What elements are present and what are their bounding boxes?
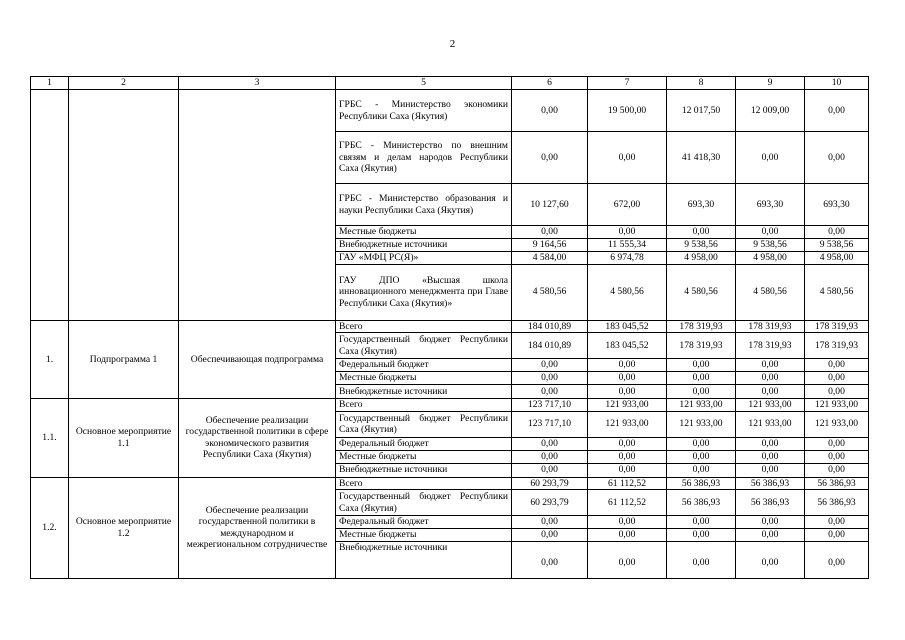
value-cell: 0,00 — [588, 385, 667, 399]
header-cell: 9 — [736, 77, 805, 90]
value-cell: 0,00 — [805, 90, 869, 132]
value-cell: 0,00 — [805, 450, 869, 463]
item-name: Обеспечивающая подпрограмма — [179, 320, 336, 399]
value-cell: 0,00 — [588, 542, 667, 579]
source-label: ГРБС - Министерство по внешним связям и делам народов Республики Саха (Якутия) — [336, 132, 512, 184]
value-cell: 123 717,10 — [512, 411, 588, 437]
source-label: Федеральный бюджет — [336, 437, 512, 450]
value-cell: 0,00 — [667, 529, 736, 542]
value-cell: 4 958,00 — [736, 251, 805, 264]
value-cell: 0,00 — [512, 132, 588, 184]
item-type: Основное мероприятие 1.2 — [69, 477, 179, 579]
value-cell: 121 933,00 — [736, 411, 805, 437]
value-cell: 9 538,56 — [736, 238, 805, 251]
value-cell: 56 386,93 — [667, 477, 736, 490]
value-cell: 693,30 — [736, 184, 805, 226]
value-cell: 123 717,10 — [512, 399, 588, 412]
header-cell: 10 — [805, 77, 869, 90]
value-cell: 0,00 — [512, 463, 588, 477]
value-cell: 0,00 — [736, 450, 805, 463]
value-cell: 0,00 — [588, 437, 667, 450]
value-cell: 0,00 — [736, 529, 805, 542]
value-cell: 4 958,00 — [667, 251, 736, 264]
table-row — [31, 320, 869, 333]
value-cell: 0,00 — [736, 463, 805, 477]
value-cell: 0,00 — [588, 132, 667, 184]
value-cell: 4 580,56 — [588, 264, 667, 320]
value-cell: 9 164,56 — [512, 238, 588, 251]
page-number: 2 — [449, 38, 456, 50]
value-cell: 61 112,52 — [588, 477, 667, 490]
value-cell: 0,00 — [667, 516, 736, 529]
value-cell: 0,00 — [512, 90, 588, 132]
value-cell: 0,00 — [512, 385, 588, 399]
value-cell: 0,00 — [805, 463, 869, 477]
value-cell: 183 045,52 — [588, 333, 667, 359]
value-cell: 4 580,56 — [512, 264, 588, 320]
value-cell: 121 933,00 — [805, 411, 869, 437]
value-cell: 121 933,00 — [736, 399, 805, 412]
value-cell: 0,00 — [588, 516, 667, 529]
header-cell: 3 — [179, 77, 336, 90]
value-cell: 4 958,00 — [805, 251, 869, 264]
value-cell: 0,00 — [805, 385, 869, 399]
source-label: Всего — [336, 320, 512, 333]
value-cell: 178 319,93 — [805, 320, 869, 333]
value-cell: 0,00 — [588, 529, 667, 542]
value-cell: 60 293,79 — [512, 477, 588, 490]
source-label: Всего — [336, 477, 512, 490]
source-label: Местные бюджеты — [336, 226, 512, 239]
value-cell: 0,00 — [667, 385, 736, 399]
value-cell: 0,00 — [667, 226, 736, 239]
source-label: Местные бюджеты — [336, 529, 512, 542]
value-cell: 121 933,00 — [667, 411, 736, 437]
value-cell: 0,00 — [805, 226, 869, 239]
value-cell: 121 933,00 — [588, 399, 667, 412]
value-cell: 0,00 — [805, 372, 869, 385]
value-cell: 4 580,56 — [667, 264, 736, 320]
value-cell: 0,00 — [736, 542, 805, 579]
source-label: Внебюджетные источники — [336, 542, 512, 579]
value-cell: 6 974,78 — [588, 251, 667, 264]
item-number: 1.1. — [31, 399, 69, 478]
value-cell: 0,00 — [512, 450, 588, 463]
value-cell: 0,00 — [805, 542, 869, 579]
value-cell: 9 538,56 — [667, 238, 736, 251]
value-cell: 0,00 — [667, 359, 736, 372]
header-cell: 2 — [69, 77, 179, 90]
source-label: Всего — [336, 399, 512, 412]
value-cell: 0,00 — [588, 226, 667, 239]
item-name: Обеспечение реализации государственной политики в международном и межрегиональном сотрудничестве — [179, 477, 336, 579]
value-cell: 4 580,56 — [805, 264, 869, 320]
value-cell: 0,00 — [588, 359, 667, 372]
item-name: Обеспечение реализации государственной политики в сфере экономического развития Республики Саха (Якутия) — [179, 399, 336, 478]
empty-cell — [31, 90, 69, 321]
source-label: Федеральный бюджет — [336, 359, 512, 372]
header-row — [31, 77, 869, 90]
value-cell: 0,00 — [805, 516, 869, 529]
value-cell: 693,30 — [667, 184, 736, 226]
value-cell: 0,00 — [736, 437, 805, 450]
value-cell: 0,00 — [588, 450, 667, 463]
value-cell: 0,00 — [736, 385, 805, 399]
value-cell: 121 933,00 — [805, 399, 869, 412]
value-cell: 0,00 — [805, 529, 869, 542]
value-cell: 0,00 — [512, 359, 588, 372]
value-cell: 178 319,93 — [667, 333, 736, 359]
table-row — [31, 477, 869, 490]
value-cell: 0,00 — [512, 516, 588, 529]
value-cell: 9 538,56 — [805, 238, 869, 251]
item-type: Подпрограмма 1 — [69, 320, 179, 399]
value-cell: 0,00 — [512, 437, 588, 450]
value-cell: 56 386,93 — [805, 477, 869, 490]
value-cell: 0,00 — [667, 542, 736, 579]
value-cell: 11 555,34 — [588, 238, 667, 251]
table-row — [31, 90, 869, 132]
source-label: Государственный бюджет Республики Саха (Якутия) — [336, 333, 512, 359]
value-cell: 178 319,93 — [736, 333, 805, 359]
budget-table — [30, 76, 869, 579]
value-cell: 0,00 — [512, 529, 588, 542]
value-cell: 41 418,30 — [667, 132, 736, 184]
source-label: Федеральный бюджет — [336, 516, 512, 529]
value-cell: 0,00 — [736, 516, 805, 529]
value-cell: 121 933,00 — [588, 411, 667, 437]
value-cell: 0,00 — [667, 463, 736, 477]
value-cell: 10 127,60 — [512, 184, 588, 226]
source-label: Государственный бюджет Республики Саха (Якутия) — [336, 411, 512, 437]
value-cell: 0,00 — [512, 226, 588, 239]
value-cell: 0,00 — [512, 372, 588, 385]
value-cell: 0,00 — [588, 463, 667, 477]
header-cell: 6 — [512, 77, 588, 90]
header-cell: 1 — [31, 77, 69, 90]
value-cell: 0,00 — [588, 372, 667, 385]
value-cell: 178 319,93 — [667, 320, 736, 333]
source-label: ГАУ ДПО «Высшая школа инновационного менеджмента при Главе Республики Саха (Якутия)» — [336, 264, 512, 320]
table-body — [31, 77, 869, 579]
source-label: ГРБС - Министерство экономики Республики Саха (Якутия) — [336, 90, 512, 132]
header-cell: 5 — [336, 77, 512, 90]
value-cell: 0,00 — [667, 372, 736, 385]
value-cell: 61 112,52 — [588, 490, 667, 516]
value-cell: 184 010,89 — [512, 333, 588, 359]
source-label: Местные бюджеты — [336, 372, 512, 385]
value-cell: 56 386,93 — [667, 490, 736, 516]
source-label: Государственный бюджет Республики Саха (Якутия) — [336, 490, 512, 516]
value-cell: 0,00 — [805, 359, 869, 372]
item-type: Основное мероприятие 1.1 — [69, 399, 179, 478]
value-cell: 4 580,56 — [736, 264, 805, 320]
source-label: Внебюджетные источники — [336, 463, 512, 477]
source-label: ГАУ «МФЦ РС(Я)» — [336, 251, 512, 264]
header-cell: 8 — [667, 77, 736, 90]
header-cell: 7 — [588, 77, 667, 90]
value-cell: 0,00 — [736, 226, 805, 239]
value-cell: 0,00 — [805, 437, 869, 450]
source-label: ГРБС - Министерство образования и науки Республики Саха (Якутия) — [336, 184, 512, 226]
value-cell: 0,00 — [736, 372, 805, 385]
value-cell: 0,00 — [736, 132, 805, 184]
value-cell: 60 293,79 — [512, 490, 588, 516]
source-label: Внебюджетные источники — [336, 385, 512, 399]
value-cell: 672,00 — [588, 184, 667, 226]
value-cell: 0,00 — [805, 132, 869, 184]
empty-cell — [179, 90, 336, 321]
value-cell: 184 010,89 — [512, 320, 588, 333]
value-cell: 12 017,50 — [667, 90, 736, 132]
value-cell: 19 500,00 — [588, 90, 667, 132]
table-row — [31, 399, 869, 412]
source-label: Местные бюджеты — [336, 450, 512, 463]
value-cell: 0,00 — [736, 359, 805, 372]
value-cell: 178 319,93 — [805, 333, 869, 359]
value-cell: 56 386,93 — [736, 477, 805, 490]
value-cell: 178 319,93 — [736, 320, 805, 333]
value-cell: 693,30 — [805, 184, 869, 226]
item-number: 1. — [31, 320, 69, 399]
source-label: Внебюджетные источники — [336, 238, 512, 251]
value-cell: 0,00 — [512, 542, 588, 579]
value-cell: 56 386,93 — [805, 490, 869, 516]
value-cell: 4 584,00 — [512, 251, 588, 264]
value-cell: 12 009,00 — [736, 90, 805, 132]
value-cell: 56 386,93 — [736, 490, 805, 516]
item-number: 1.2. — [31, 477, 69, 579]
empty-cell — [69, 90, 179, 321]
value-cell: 0,00 — [667, 450, 736, 463]
value-cell: 0,00 — [667, 437, 736, 450]
value-cell: 183 045,52 — [588, 320, 667, 333]
value-cell: 121 933,00 — [667, 399, 736, 412]
